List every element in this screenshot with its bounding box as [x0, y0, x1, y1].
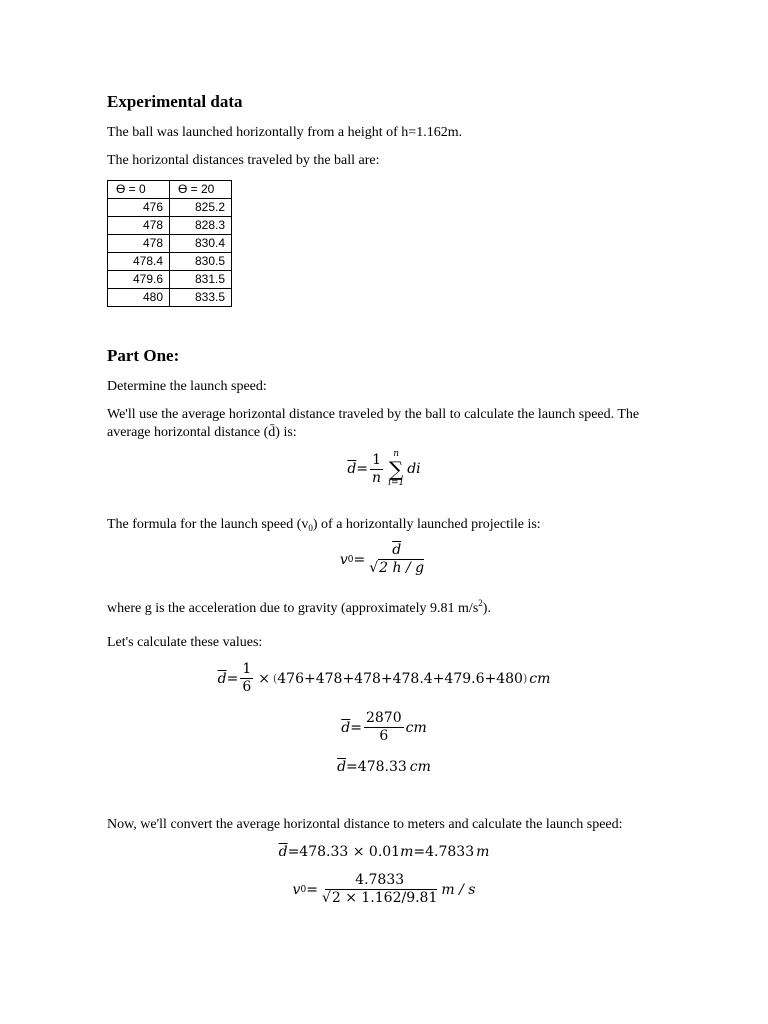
eq-paren-right: ) — [522, 672, 528, 685]
eq-denominator: 6 — [242, 679, 252, 695]
paragraph-calculate: Let's calculate these values: — [107, 635, 263, 650]
text-formula-pre: The formula for the launch speed (v — [107, 517, 309, 532]
eq-fraction — [367, 542, 426, 577]
table-header-row — [108, 181, 232, 199]
table-cell: 828.3 — [170, 217, 232, 235]
table-row — [108, 271, 232, 289]
eq-symbol-d: $\overline{d}$ — [278, 844, 288, 860]
text-gravity-post: ). — [482, 601, 491, 616]
table-cell: 476 — [108, 199, 170, 217]
eq-symbol-d: $\overline{d}$ — [347, 461, 357, 477]
eq-numerator: 1 — [242, 661, 252, 677]
table-row — [108, 235, 232, 253]
table-cell: 833.5 — [170, 289, 232, 307]
eq-unit-ms: m / s — [441, 881, 476, 898]
eq-fraction — [240, 661, 253, 696]
eq-numerator: 4.7833 — [325, 872, 434, 890]
eq-fraction — [320, 872, 439, 907]
table-cell: 478 — [108, 217, 170, 235]
heading-experimental-data: Experimental data — [107, 92, 243, 111]
eq-value: 478.33 — [357, 759, 407, 775]
eq-equals: = — [350, 719, 362, 736]
paragraph-distances-intro: The horizontal distances traveled by the ball are: — [107, 153, 380, 168]
eq-equals: = — [287, 844, 300, 860]
eq-equals: = — [346, 759, 358, 775]
eq-symbol-d: $\overline{d}$ — [337, 759, 347, 775]
table-cell: 478.4 — [108, 253, 170, 271]
paragraph-gravity — [107, 594, 491, 618]
eq-radicand: 2 h / g — [379, 560, 425, 576]
eq-sum-lower: i=1 — [388, 478, 405, 488]
table-cell: 830.5 — [170, 253, 232, 271]
heading-part-one: Part One: — [107, 346, 180, 365]
equation-average-result — [107, 759, 661, 775]
eq-radicand: 2 × 1.162/9.81 — [331, 890, 438, 906]
eq-unit-m: m — [476, 844, 490, 860]
eq-conversion: 478.33 × 0.01 — [299, 844, 401, 860]
table-cell: 831.5 — [170, 271, 232, 289]
table-row — [108, 199, 232, 217]
sqrt-icon: √ — [321, 890, 331, 906]
text-superscript-two: 2 — [478, 598, 483, 608]
table-row — [108, 253, 232, 271]
table-header: Ө = 20 — [170, 181, 232, 199]
eq-numerator: $\overline{d}$ — [392, 542, 402, 558]
equation-average-distance — [107, 450, 661, 488]
eq-denominator — [367, 560, 426, 577]
table-cell: 830.4 — [170, 235, 232, 253]
table-cell: 479.6 — [108, 271, 170, 289]
eq-sum-list: 476+478+478+478.4+479.6+480 — [277, 670, 523, 687]
table-cell: 825.2 — [170, 199, 232, 217]
eq-fraction — [364, 710, 404, 745]
text-gravity-pre: where g is the acceleration due to gravity (approximately 9.81 m/s — [107, 601, 479, 616]
eq-denominator: 6 — [379, 728, 389, 744]
eq-equals: = — [306, 881, 318, 898]
eq-di: di — [407, 461, 421, 477]
eq-unit-m: m — [400, 844, 414, 860]
paragraph-formula-intro — [107, 516, 541, 537]
equation-fraction-result — [107, 710, 661, 745]
paragraph-average-line1: We'll use the average horizontal distance traveled by the ball to calculate the launch speed. The — [107, 407, 640, 422]
eq-summation — [388, 450, 404, 488]
paragraph-launch-height: The ball was launched horizontally from a height of h=1.162m. — [107, 125, 463, 140]
eq-symbol-d: $\overline{d}$ — [217, 670, 227, 687]
text-subscript-zero: 0 — [308, 523, 313, 533]
table-cell: 478 — [108, 235, 170, 253]
equation-speed-numeric — [107, 872, 661, 907]
eq-symbol-v: v — [339, 551, 348, 568]
table-row — [108, 217, 232, 235]
paragraph-convert: Now, we'll convert the average horizontal distance to meters and calculate the launch speed: — [107, 817, 623, 832]
equation-sum-values — [107, 661, 661, 696]
table-cell: 480 — [108, 289, 170, 307]
paragraph-average-line2: average horizontal distance (d̄) is: — [107, 425, 297, 440]
eq-v-subscript: 0 — [347, 554, 354, 565]
text-formula-post: ) of a horizontally launched projectile is: — [312, 517, 541, 532]
eq-denominator: n — [372, 469, 382, 486]
distance-table — [107, 180, 232, 307]
eq-denominator — [320, 890, 439, 907]
eq-value-m: 4.7833 — [425, 844, 475, 860]
eq-equals: = — [353, 551, 366, 568]
sqrt-icon: √ — [369, 560, 379, 576]
eq-equals: = — [226, 670, 239, 687]
sigma-icon: ∑ — [389, 457, 404, 481]
eq-fraction — [370, 452, 383, 487]
eq-v-subscript: 0 — [300, 884, 307, 895]
eq-numerator: 2870 — [365, 710, 402, 726]
eq-unit-cm: cm — [529, 670, 551, 687]
equation-launch-speed — [107, 542, 661, 577]
eq-times: × — [258, 670, 270, 687]
eq-paren-left: ( — [272, 672, 278, 685]
eq-unit-cm: cm — [409, 759, 431, 775]
eq-numerator: 1 — [372, 451, 381, 468]
table-row — [108, 289, 232, 307]
table-header: Ө = 0 — [108, 181, 170, 199]
equation-conversion — [107, 844, 661, 860]
eq-symbol-d: $\overline{d}$ — [341, 719, 351, 736]
eq-symbol-v: v — [292, 881, 301, 898]
paragraph-determine-speed: Determine the launch speed: — [107, 379, 267, 394]
eq-equals: = — [356, 461, 369, 477]
eq-sum-upper: n — [393, 449, 400, 459]
eq-unit-cm: cm — [405, 719, 427, 736]
eq-equals: = — [413, 844, 426, 860]
